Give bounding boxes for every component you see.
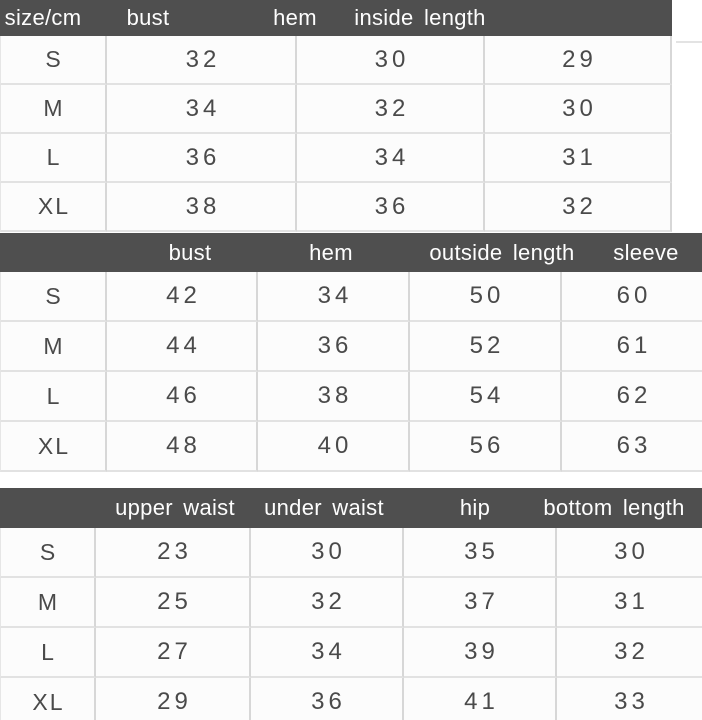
- size-cell: S: [0, 528, 96, 578]
- table-row: [0, 85, 672, 134]
- table3-header-under-waist: under waist: [264, 495, 384, 520]
- table-row: [0, 628, 702, 678]
- value-cell: 34: [297, 134, 485, 183]
- size-cell: S: [0, 36, 107, 85]
- value-cell: 46: [107, 372, 258, 422]
- value-cell: 37: [404, 578, 557, 628]
- value-cell: 63: [562, 422, 702, 472]
- value-cell: 52: [410, 322, 562, 372]
- table2-header-sleeve: sleeve: [613, 239, 679, 265]
- value-cell: 62: [562, 372, 702, 422]
- value-cell: 42: [107, 272, 258, 322]
- value-cell: 27: [96, 628, 251, 678]
- table1-header-inside-length: inside length: [354, 5, 486, 30]
- value-cell: 29: [485, 36, 672, 85]
- value-cell: 50: [410, 272, 562, 322]
- size-cell: L: [0, 628, 96, 678]
- table-row: [0, 183, 672, 232]
- table3-body: [0, 528, 702, 720]
- value-cell: 31: [485, 134, 672, 183]
- value-cell: 32: [297, 85, 485, 134]
- value-cell: 29: [96, 678, 251, 720]
- value-cell: 23: [96, 528, 251, 578]
- table3-header-upper-waist: upper waist: [115, 495, 235, 520]
- value-cell: 41: [404, 678, 557, 720]
- table3-header-hip: hip: [459, 495, 491, 520]
- value-cell: 32: [557, 628, 702, 678]
- value-cell: 33: [557, 678, 702, 720]
- value-cell: 44: [107, 322, 258, 372]
- table-row: [0, 578, 702, 628]
- table-row: [0, 528, 702, 578]
- value-cell: 36: [251, 678, 404, 720]
- size-cell: XL: [0, 678, 96, 720]
- size-cell: M: [0, 578, 96, 628]
- value-cell: 36: [258, 322, 410, 372]
- table3-header-bottom-length: bottom length: [543, 495, 685, 520]
- cropped-edge-line: [676, 41, 702, 43]
- table-row: [0, 36, 672, 85]
- size-cell: XL: [0, 422, 107, 472]
- table3-header-bar: [0, 488, 702, 528]
- table-row: [0, 322, 702, 372]
- size-cell: M: [0, 322, 107, 372]
- value-cell: 31: [557, 578, 702, 628]
- value-cell: 25: [96, 578, 251, 628]
- table-row: [0, 678, 702, 720]
- value-cell: 30: [297, 36, 485, 85]
- table2-header-hem: hem: [309, 239, 353, 265]
- size-cell: XL: [0, 183, 107, 232]
- value-cell: 39: [404, 628, 557, 678]
- value-cell: 60: [562, 272, 702, 322]
- table1-header-bust: bust: [126, 5, 170, 30]
- value-cell: 35: [404, 528, 557, 578]
- value-cell: 56: [410, 422, 562, 472]
- value-cell: 32: [251, 578, 404, 628]
- value-cell: 48: [107, 422, 258, 472]
- value-cell: 36: [297, 183, 485, 232]
- value-cell: 38: [107, 183, 297, 232]
- table1-header-size-cm: size/cm: [4, 5, 82, 30]
- table1-body: [0, 36, 672, 232]
- table-row: [0, 272, 702, 322]
- table-row: [0, 422, 702, 472]
- size-cell: L: [0, 134, 107, 183]
- value-cell: 30: [251, 528, 404, 578]
- value-cell: 32: [485, 183, 672, 232]
- value-cell: 34: [107, 85, 297, 134]
- table2-header-bust: bust: [168, 239, 212, 265]
- value-cell: 32: [107, 36, 297, 85]
- table1-header-hem: hem: [273, 5, 317, 30]
- value-cell: 30: [485, 85, 672, 134]
- table2-body: [0, 272, 702, 472]
- value-cell: 38: [258, 372, 410, 422]
- value-cell: 54: [410, 372, 562, 422]
- table2-header-outside-length: outside length: [429, 239, 575, 265]
- table1-header-bar: [0, 0, 672, 36]
- value-cell: 61: [562, 322, 702, 372]
- value-cell: 34: [251, 628, 404, 678]
- table-row: [0, 134, 672, 183]
- value-cell: 34: [258, 272, 410, 322]
- value-cell: 40: [258, 422, 410, 472]
- table2-header-bar: [0, 233, 702, 272]
- table-row: [0, 372, 702, 422]
- size-cell: L: [0, 372, 107, 422]
- value-cell: 36: [107, 134, 297, 183]
- value-cell: 30: [557, 528, 702, 578]
- size-cell: M: [0, 85, 107, 134]
- size-cell: S: [0, 272, 107, 322]
